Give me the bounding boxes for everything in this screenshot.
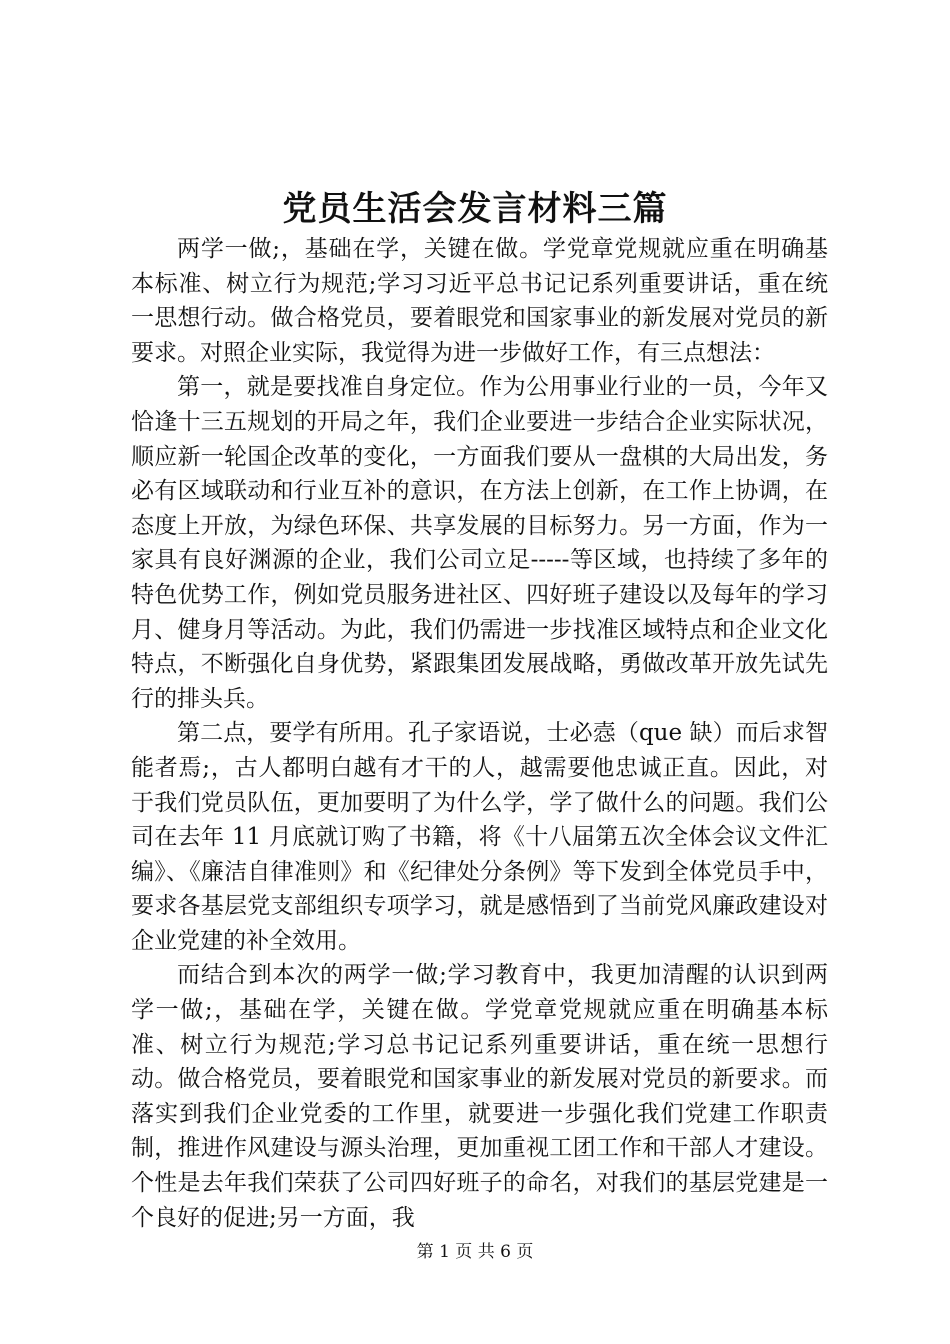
paragraph-study-education: 而结合到本次的两学一做;学习教育中，我更加清醒的认识到两学一做;，基础在学，关键在做。学党章党规就应重在明确基本标准、树立行为规范;学习总书记记系列重要讲话，重在统一思想行动。做合格党员，要着眼党和国家事业的新发展对党员的新要求。而落实到我们企业党委的工作里，就要进一步强化我们党建工作职责制，推进作风建设与源头治理，更加重视工团工作和干部人才建设。个性是去年我们荣获了公司四好班子的命名，对我们的基层党建是一个良好的促进;另一方面，我 [131, 962, 828, 1231]
paragraph-first-point: 第一，就是要找准自身定位。作为公用事业行业的一员，今年又恰逢十三五规划的开局之年，我们企业要进一步结合企业实际状况，顺应新一轮国企改革的变化，一方面我们要从一盘棋的大局出发，务必有区域联动和行业互补的意识，在方法上创新，在工作上协调，在态度上开放，为绿色环保、共享发展的目标努力。另一方面，作为一家具有良好渊源的企业，我们公司立足-----等区域，也持续了多年的特色优势工作，例如党员服务进社区、四好班子建设以及每年的学习月、健身月等活动。为此，我们仍需进一步找准区域特点和企业文化特点，不断强化自身优势，紧跟集团发展战略，勇做改革开放先试先行的排头兵。 [131, 374, 828, 712]
document-body [131, 232, 828, 1235]
page-number-footer: 第 1 页 共 6 页 [416, 1242, 534, 1262]
paragraph-second-point: 第二点，要学有所用。孔子家语说，士必悫（que 缺）而后求智能者焉;，古人都明白越有才干的人，越需要他忠诚正直。因此，对于我们党员队伍，更加要明了为什么学，学了做什么的问题。我们公司在去年 11 月底就订购了书籍，将《十八届第五次全体会议文件汇编》、《廉洁自律准则》和《纪律处分条例》等下发到全体党员手中，要求各基层党支部组织专项学习，就是感悟到了当前党风廉政建设对企业党建的补全效用。 [131, 720, 828, 954]
paragraph-intro: 两学一做;，基础在学，关键在做。学党章党规就应重在明确基本标准、树立行为规范;学习习近平总书记记系列重要讲话，重在统一思想行动。做合格党员，要着眼党和国家事业的新发展对党员的新要求。对照企业实际，我觉得为进一步做好工作，有三点想法： [131, 236, 828, 366]
page-title: 党员生活会发言材料三篇 [282, 189, 668, 229]
